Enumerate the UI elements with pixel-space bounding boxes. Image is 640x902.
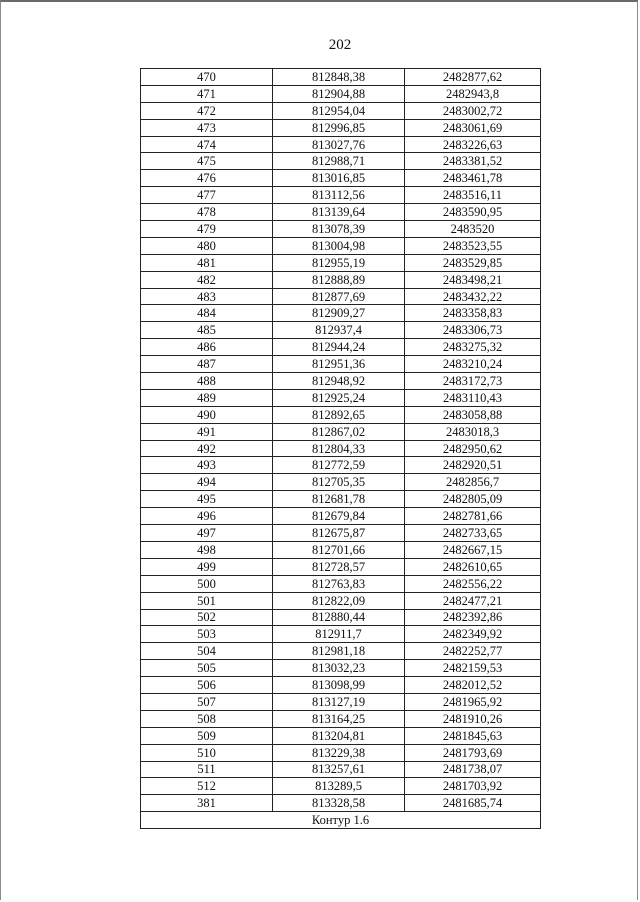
table-row — [141, 373, 541, 390]
y-coordinate-cell: 2483306,73 — [405, 322, 541, 339]
point-number-cell: 473 — [141, 119, 273, 136]
y-coordinate-cell: 2482733,65 — [405, 525, 541, 542]
x-coordinate-cell: 813016,85 — [273, 170, 405, 187]
point-number-cell: 480 — [141, 237, 273, 254]
x-coordinate-cell: 813139,64 — [273, 204, 405, 221]
table-row — [141, 440, 541, 457]
table-row — [141, 288, 541, 305]
x-coordinate-cell: 812867,02 — [273, 423, 405, 440]
table-row — [141, 153, 541, 170]
y-coordinate-cell: 2482610,65 — [405, 558, 541, 575]
table-row — [141, 592, 541, 609]
x-coordinate-cell: 812981,18 — [273, 643, 405, 660]
table-row — [141, 508, 541, 525]
x-coordinate-cell: 812701,66 — [273, 541, 405, 558]
y-coordinate-cell: 2481965,92 — [405, 693, 541, 710]
table-row — [141, 170, 541, 187]
x-coordinate-cell: 813289,5 — [273, 778, 405, 795]
point-number-cell: 381 — [141, 795, 273, 812]
table-row — [141, 339, 541, 356]
y-coordinate-cell: 2483432,22 — [405, 288, 541, 305]
y-coordinate-cell: 2481685,74 — [405, 795, 541, 812]
table-row — [141, 187, 541, 204]
point-number-cell: 492 — [141, 440, 273, 457]
x-coordinate-cell: 813257,61 — [273, 761, 405, 778]
y-coordinate-cell: 2482392,86 — [405, 609, 541, 626]
y-coordinate-cell: 2482556,22 — [405, 575, 541, 592]
x-coordinate-cell: 812681,78 — [273, 491, 405, 508]
point-number-cell: 506 — [141, 677, 273, 694]
point-number-cell: 490 — [141, 406, 273, 423]
x-coordinate-cell: 813078,39 — [273, 221, 405, 238]
point-number-cell: 500 — [141, 575, 273, 592]
y-coordinate-cell: 2483061,69 — [405, 119, 541, 136]
table-row — [141, 136, 541, 153]
y-coordinate-cell: 2483275,32 — [405, 339, 541, 356]
y-coordinate-cell: 2483358,83 — [405, 305, 541, 322]
y-coordinate-cell: 2481793,69 — [405, 744, 541, 761]
x-coordinate-cell: 812892,65 — [273, 406, 405, 423]
y-coordinate-cell: 2481738,07 — [405, 761, 541, 778]
y-coordinate-cell: 2483226,63 — [405, 136, 541, 153]
x-coordinate-cell: 812937,4 — [273, 322, 405, 339]
point-number-cell: 470 — [141, 69, 273, 86]
x-coordinate-cell: 812888,89 — [273, 271, 405, 288]
table-row — [141, 710, 541, 727]
y-coordinate-cell: 2483520 — [405, 221, 541, 238]
y-coordinate-cell: 2483461,78 — [405, 170, 541, 187]
y-coordinate-cell: 2482012,52 — [405, 677, 541, 694]
point-number-cell: 505 — [141, 660, 273, 677]
y-coordinate-cell: 2482667,15 — [405, 541, 541, 558]
point-number-cell: 491 — [141, 423, 273, 440]
y-coordinate-cell: 2481703,92 — [405, 778, 541, 795]
x-coordinate-cell: 812925,24 — [273, 389, 405, 406]
point-number-cell: 476 — [141, 170, 273, 187]
x-coordinate-cell: 812951,36 — [273, 356, 405, 373]
x-coordinate-cell: 812955,19 — [273, 254, 405, 271]
table-row — [141, 660, 541, 677]
y-coordinate-cell: 2482349,92 — [405, 626, 541, 643]
table-row — [141, 761, 541, 778]
table-row — [141, 204, 541, 221]
y-coordinate-cell: 2483381,52 — [405, 153, 541, 170]
point-number-cell: 501 — [141, 592, 273, 609]
point-number-cell: 507 — [141, 693, 273, 710]
y-coordinate-cell: 2482805,09 — [405, 491, 541, 508]
x-coordinate-cell: 812944,24 — [273, 339, 405, 356]
point-number-cell: 512 — [141, 778, 273, 795]
y-coordinate-cell: 2483498,21 — [405, 271, 541, 288]
point-number-cell: 481 — [141, 254, 273, 271]
y-coordinate-cell: 2482856,7 — [405, 474, 541, 491]
table-row — [141, 356, 541, 373]
x-coordinate-cell: 812763,83 — [273, 575, 405, 592]
x-coordinate-cell: 812988,71 — [273, 153, 405, 170]
table-row — [141, 525, 541, 542]
y-coordinate-cell: 2482252,77 — [405, 643, 541, 660]
x-coordinate-cell: 812948,92 — [273, 373, 405, 390]
y-coordinate-cell: 2481910,26 — [405, 710, 541, 727]
coordinates-table-footer — [141, 812, 541, 829]
point-number-cell: 485 — [141, 322, 273, 339]
x-coordinate-cell: 812904,88 — [273, 85, 405, 102]
table-row — [141, 305, 541, 322]
x-coordinate-cell: 813098,99 — [273, 677, 405, 694]
x-coordinate-cell: 812679,84 — [273, 508, 405, 525]
point-number-cell: 508 — [141, 710, 273, 727]
x-coordinate-cell: 812877,69 — [273, 288, 405, 305]
table-row — [141, 322, 541, 339]
table-row — [141, 221, 541, 238]
x-coordinate-cell: 813004,98 — [273, 237, 405, 254]
table-row — [141, 406, 541, 423]
table-row — [141, 643, 541, 660]
y-coordinate-cell: 2482477,21 — [405, 592, 541, 609]
x-coordinate-cell: 812705,35 — [273, 474, 405, 491]
point-number-cell: 472 — [141, 102, 273, 119]
x-coordinate-cell: 813027,76 — [273, 136, 405, 153]
table-row — [141, 693, 541, 710]
point-number-cell: 488 — [141, 373, 273, 390]
table-row — [141, 778, 541, 795]
x-coordinate-cell: 813204,81 — [273, 727, 405, 744]
x-coordinate-cell: 812728,57 — [273, 558, 405, 575]
y-coordinate-cell: 2483529,85 — [405, 254, 541, 271]
y-coordinate-cell: 2482920,51 — [405, 457, 541, 474]
x-coordinate-cell: 812996,85 — [273, 119, 405, 136]
y-coordinate-cell: 2482781,66 — [405, 508, 541, 525]
y-coordinate-cell: 2482943,8 — [405, 85, 541, 102]
table-row — [141, 237, 541, 254]
table-row — [141, 254, 541, 271]
point-number-cell: 511 — [141, 761, 273, 778]
table-row — [141, 474, 541, 491]
x-coordinate-cell: 813328,58 — [273, 795, 405, 812]
coordinates-table — [140, 68, 541, 829]
table-row — [141, 677, 541, 694]
x-coordinate-cell: 812675,87 — [273, 525, 405, 542]
y-coordinate-cell: 2482877,62 — [405, 69, 541, 86]
y-coordinate-cell: 2483590,95 — [405, 204, 541, 221]
y-coordinate-cell: 2483516,11 — [405, 187, 541, 204]
y-coordinate-cell: 2481845,63 — [405, 727, 541, 744]
point-number-cell: 471 — [141, 85, 273, 102]
point-number-cell: 479 — [141, 221, 273, 238]
table-row — [141, 541, 541, 558]
point-number-cell: 483 — [141, 288, 273, 305]
point-number-cell: 478 — [141, 204, 273, 221]
point-number-cell: 477 — [141, 187, 273, 204]
point-number-cell: 498 — [141, 541, 273, 558]
contour-label: Контур 1.6 — [141, 812, 541, 829]
point-number-cell: 474 — [141, 136, 273, 153]
x-coordinate-cell: 813229,38 — [273, 744, 405, 761]
point-number-cell: 502 — [141, 609, 273, 626]
table-row — [141, 69, 541, 86]
y-coordinate-cell: 2483018,3 — [405, 423, 541, 440]
point-number-cell: 509 — [141, 727, 273, 744]
y-coordinate-cell: 2483002,72 — [405, 102, 541, 119]
point-number-cell: 510 — [141, 744, 273, 761]
table-row — [141, 423, 541, 440]
point-number-cell: 486 — [141, 339, 273, 356]
x-coordinate-cell: 812954,04 — [273, 102, 405, 119]
table-row — [141, 85, 541, 102]
point-number-cell: 475 — [141, 153, 273, 170]
x-coordinate-cell: 813112,56 — [273, 187, 405, 204]
x-coordinate-cell: 813164,25 — [273, 710, 405, 727]
point-number-cell: 499 — [141, 558, 273, 575]
table-row — [141, 609, 541, 626]
y-coordinate-cell: 2483110,43 — [405, 389, 541, 406]
point-number-cell: 493 — [141, 457, 273, 474]
point-number-cell: 495 — [141, 491, 273, 508]
point-number-cell: 487 — [141, 356, 273, 373]
table-row — [141, 389, 541, 406]
x-coordinate-cell: 812822,09 — [273, 592, 405, 609]
x-coordinate-cell: 813032,23 — [273, 660, 405, 677]
table-row — [141, 102, 541, 119]
x-coordinate-cell: 813127,19 — [273, 693, 405, 710]
point-number-cell: 497 — [141, 525, 273, 542]
point-number-cell: 494 — [141, 474, 273, 491]
x-coordinate-cell: 812804,33 — [273, 440, 405, 457]
point-number-cell: 489 — [141, 389, 273, 406]
table-row — [141, 119, 541, 136]
y-coordinate-cell: 2483058,88 — [405, 406, 541, 423]
table-row — [141, 727, 541, 744]
x-coordinate-cell: 812911,7 — [273, 626, 405, 643]
y-coordinate-cell: 2483523,55 — [405, 237, 541, 254]
contour-row — [141, 812, 541, 829]
page-number: 202 — [328, 37, 352, 53]
x-coordinate-cell: 812848,38 — [273, 69, 405, 86]
table-row — [141, 626, 541, 643]
x-coordinate-cell: 812880,44 — [273, 609, 405, 626]
table-row — [141, 575, 541, 592]
point-number-cell: 496 — [141, 508, 273, 525]
x-coordinate-cell: 812909,27 — [273, 305, 405, 322]
y-coordinate-cell: 2482950,62 — [405, 440, 541, 457]
x-coordinate-cell: 812772,59 — [273, 457, 405, 474]
table-row — [141, 744, 541, 761]
coordinates-table-body — [141, 69, 541, 812]
y-coordinate-cell: 2482159,53 — [405, 660, 541, 677]
table-row — [141, 558, 541, 575]
table-row — [141, 271, 541, 288]
point-number-cell: 484 — [141, 305, 273, 322]
table-row — [141, 795, 541, 812]
y-coordinate-cell: 2483172,73 — [405, 373, 541, 390]
table-row — [141, 457, 541, 474]
point-number-cell: 503 — [141, 626, 273, 643]
y-coordinate-cell: 2483210,24 — [405, 356, 541, 373]
point-number-cell: 482 — [141, 271, 273, 288]
table-row — [141, 491, 541, 508]
point-number-cell: 504 — [141, 643, 273, 660]
